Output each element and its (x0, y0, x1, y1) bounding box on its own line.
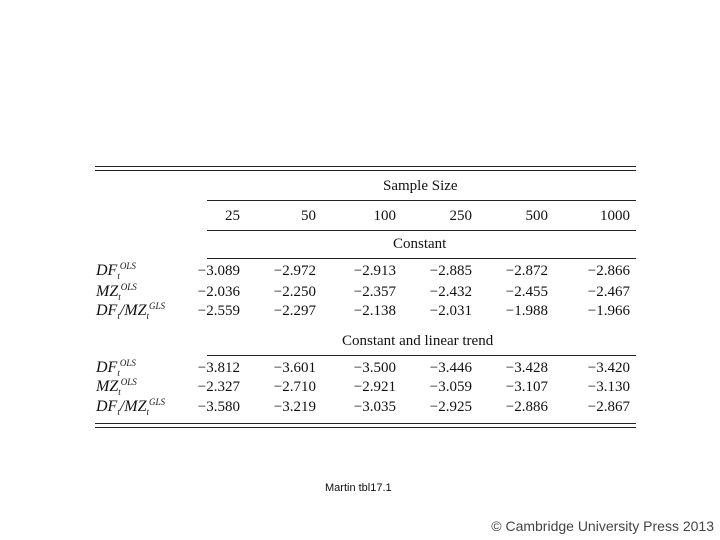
table-cell: −2.972 (273, 263, 316, 279)
table-cell: −2.138 (353, 303, 396, 319)
row-label-part: t (117, 311, 120, 321)
section-1-rule (207, 258, 636, 259)
table-cell: −1.966 (587, 303, 630, 319)
table-cell: −3.059 (429, 379, 472, 395)
table-cell: −3.107 (505, 379, 548, 395)
section-title-trend: Constant and linear trend (342, 333, 494, 349)
section-title-constant: Constant (393, 236, 447, 252)
row-label (96, 398, 165, 417)
row-label-part: t (118, 292, 121, 302)
row-label-part: t (117, 368, 120, 378)
table-cell: −2.866 (587, 263, 630, 279)
table-cell: −3.089 (197, 263, 240, 279)
row-label-part: DF (96, 359, 118, 376)
section-2-rule (207, 355, 636, 356)
table-cell: −3.601 (273, 360, 316, 376)
row-label (96, 302, 165, 321)
row-label-part: OLS (119, 358, 136, 368)
caption: Martin tbl17.1 (325, 482, 392, 494)
table-cell: −2.710 (273, 379, 316, 395)
table-cell: −2.432 (429, 284, 472, 300)
row-label-part: GLS (149, 301, 166, 311)
table-cell: −2.886 (505, 399, 548, 415)
table-cell: −3.219 (273, 399, 316, 415)
column-header: 500 (525, 208, 548, 224)
row-label (96, 378, 137, 397)
row-label-part: GLS (149, 397, 166, 407)
row-label-part: /MZ (119, 398, 147, 415)
row-label-part: DF (96, 302, 118, 319)
sample-size-header: Sample Size (383, 178, 458, 194)
row-label-part: OLS (120, 377, 137, 387)
column-header: 1000 (600, 208, 630, 224)
table-cell: −3.812 (197, 360, 240, 376)
row-label-part: DF (96, 262, 118, 279)
table-cell: −2.455 (505, 284, 548, 300)
table-bottom-rule-2 (95, 427, 636, 428)
row-label-part: DF (96, 398, 118, 415)
row-label-part: OLS (119, 261, 136, 271)
table-cell: −2.357 (353, 284, 396, 300)
column-header: 50 (301, 208, 316, 224)
row-label (96, 262, 136, 281)
table-cell: −3.428 (505, 360, 548, 376)
column-header: 25 (225, 208, 240, 224)
table-cell: −3.130 (587, 379, 630, 395)
table-top-rule-2 (95, 170, 636, 171)
row-label-part: MZ (96, 283, 119, 300)
table-cell: −3.420 (587, 360, 630, 376)
table-cell: −1.988 (505, 303, 548, 319)
table-cell: −2.031 (429, 303, 472, 319)
table-cell: −2.297 (273, 303, 316, 319)
table-bottom-rule (95, 423, 636, 424)
row-label-part: t (118, 387, 121, 397)
copyright-notice: © Cambridge University Press 2013 (491, 518, 714, 534)
table-cell: −2.327 (197, 379, 240, 395)
table-cell: −2.250 (273, 284, 316, 300)
table-cell: −3.580 (197, 399, 240, 415)
row-label-part: t (117, 407, 120, 417)
table-cell: −2.925 (429, 399, 472, 415)
table-cell: −2.921 (353, 379, 396, 395)
row-label-part: t (146, 407, 150, 417)
row-label-part: OLS (120, 282, 137, 292)
table-cell: −3.035 (353, 399, 396, 415)
column-header: 250 (449, 208, 472, 224)
table-top-rule (95, 166, 636, 167)
table-cell: −2.872 (505, 263, 548, 279)
columns-rule (207, 230, 636, 231)
table-cell: −2.885 (429, 263, 472, 279)
table-cell: −3.500 (353, 360, 396, 376)
table-cell: −3.446 (429, 360, 472, 376)
table-cell: −2.913 (353, 263, 396, 279)
table-cell: −2.467 (587, 284, 630, 300)
row-label-part: t (146, 311, 150, 321)
table-cell: −2.559 (197, 303, 240, 319)
table-cell: −2.867 (587, 399, 630, 415)
row-label-part: MZ (96, 378, 119, 395)
row-label (96, 359, 136, 378)
sample-size-rule (207, 200, 636, 201)
row-label-part: t (117, 271, 120, 281)
column-header: 100 (373, 208, 396, 224)
row-label-part: /MZ (119, 302, 147, 319)
table-cell: −2.036 (197, 284, 240, 300)
row-label (96, 283, 137, 302)
